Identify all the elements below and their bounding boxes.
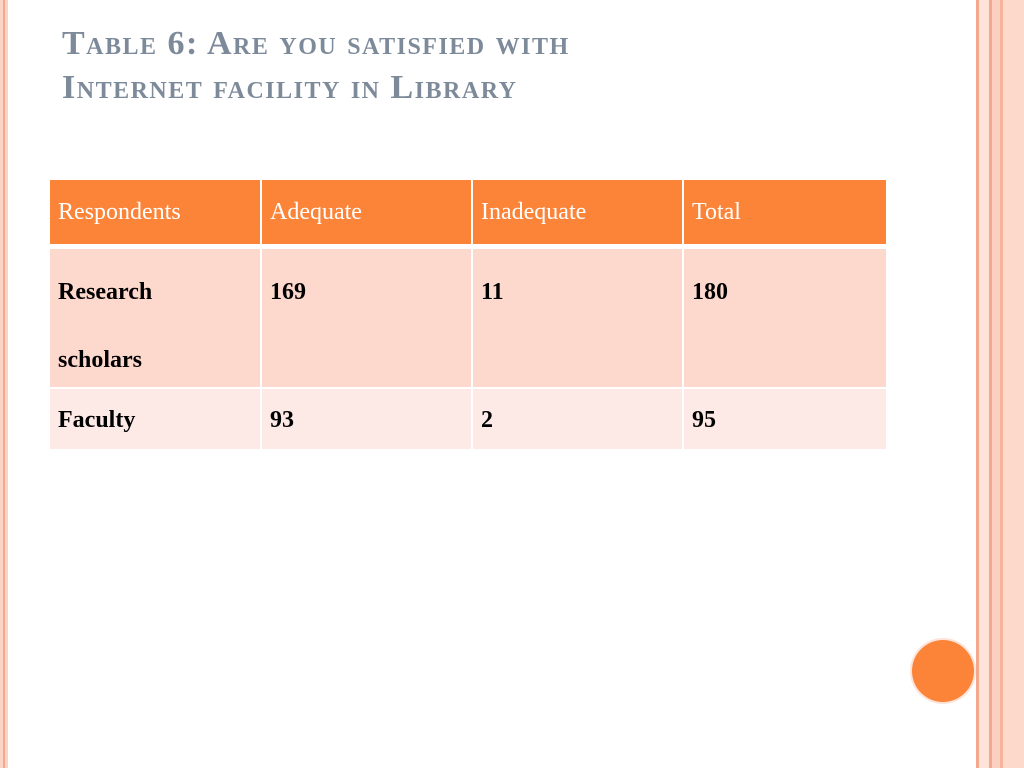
- respondent-line1: Research: [58, 279, 153, 305]
- cell-respondent: [50, 249, 260, 387]
- table-row: [50, 389, 886, 449]
- decorative-circle: [912, 640, 974, 702]
- cell-inadequate: 11: [473, 249, 682, 387]
- cell-adequate: 93: [262, 389, 471, 449]
- slide-title-line2: Internet facility in Library: [62, 69, 518, 106]
- respondent-line2: scholars: [58, 347, 142, 373]
- cell-respondent: Faculty: [50, 389, 260, 449]
- header-total: Total: [684, 180, 886, 247]
- cell-inadequate: 2: [473, 389, 682, 449]
- left-border-stripe: [0, 0, 8, 768]
- satisfaction-table: [48, 178, 888, 451]
- table-header-row: [50, 180, 886, 247]
- cell-total: 180: [684, 249, 886, 387]
- right-border-stripes: [976, 0, 1024, 768]
- slide-title: [62, 22, 922, 110]
- slide-title-line1: Table 6: Are you satisfied with: [62, 25, 570, 62]
- header-adequate: Adequate: [262, 180, 471, 247]
- table-row: [50, 249, 886, 387]
- cell-adequate: 169: [262, 249, 471, 387]
- header-inadequate: Inadequate: [473, 180, 682, 247]
- header-respondents: Respondents: [50, 180, 260, 247]
- cell-total: 95: [684, 389, 886, 449]
